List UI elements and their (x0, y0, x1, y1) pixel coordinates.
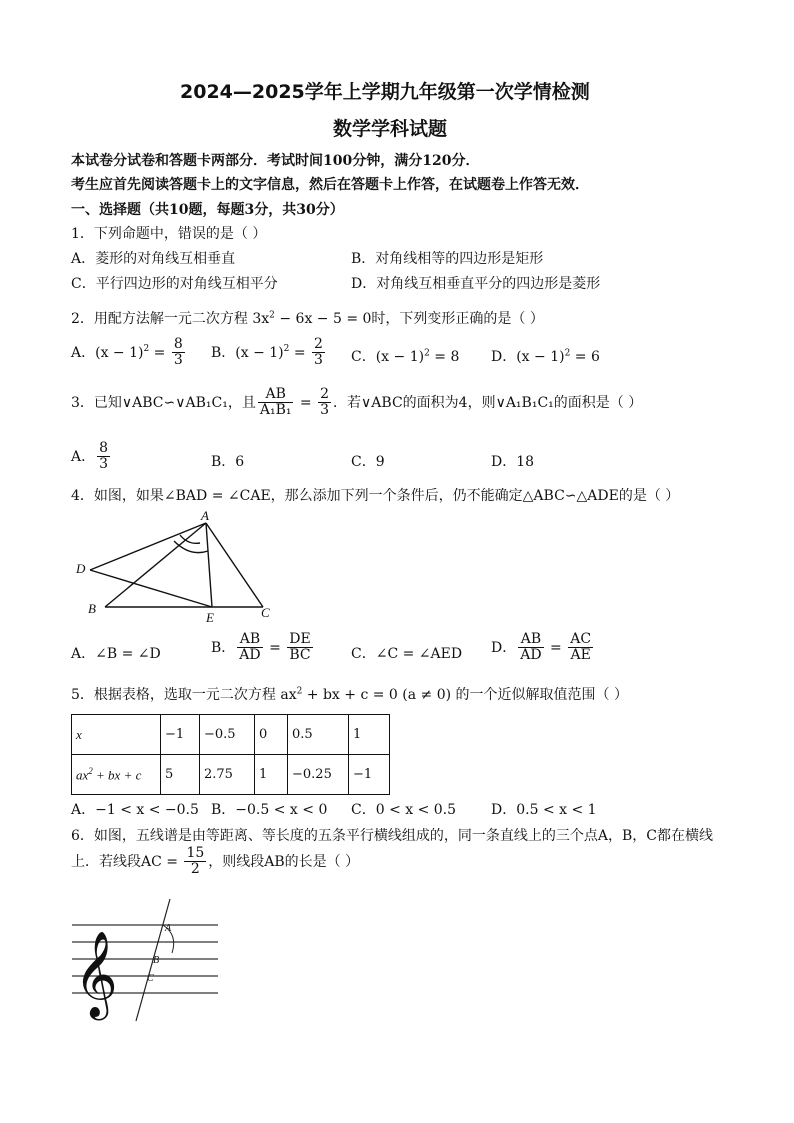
q5-stem: 5．根据表格，选取一元二次方程 $ax^2$ + bx + c = 0 (a ≠ 0) 的一个近似解取值范围（ ） (71, 686, 629, 703)
q3-option-d: D．18 (491, 454, 535, 470)
instruction-line-2: 考生应首先阅读答题卡上的文字信息，然后在答题卡上作答，在试题卷上作答无效． (71, 177, 589, 193)
segment-ae (206, 523, 212, 607)
q3-option-c: C．9 (351, 454, 385, 470)
segment-de (90, 570, 212, 607)
q5-value-table (71, 714, 390, 795)
table-cell: −0.5 (200, 715, 255, 755)
label-b: B (153, 955, 160, 966)
table-cell: x (72, 715, 161, 755)
q5-option-d: D．0.5 < x < 1 (491, 802, 597, 818)
label-e: E (206, 610, 214, 625)
label-a: A (165, 923, 172, 934)
q6-staff-figure (70, 895, 230, 1025)
table-cell: 0.5 (288, 715, 349, 755)
q1-option-b: B．对角线相等的四边形是矩形 (351, 251, 544, 267)
q4-option-d: D． $\frac{AB}{AD}$ = $\frac{AC}{AE}$ (491, 631, 592, 664)
q3-option-b: B．6 (211, 454, 245, 470)
q4-stem: 4．如图，如果∠BAD = ∠CAE，那么添加下列一个条件后，仍不能确定△ABC∽△ADE的是（ ） (71, 488, 680, 504)
segment-ab (105, 523, 206, 607)
table-row (72, 755, 390, 795)
q1-stem: 1．下列命题中，错误的是（ ） (71, 226, 267, 242)
table-row (72, 715, 390, 755)
q2-option-c: C．$(x - 1)^2 = 8$ (351, 348, 460, 365)
table-cell: 1 (255, 755, 288, 795)
exam-title: 2024—2025学年上学期九年级第一次学情检测 (180, 81, 590, 103)
q6-line-2: 上．若线段AC = $\frac{15}{2}$ ，则线段AB的长是（ ） (71, 845, 360, 878)
q3-stem: 3．已知∨ABC∽∨AB₁C₁，且 $\frac{AB}{\text{A₁B₁}}$ = $\frac{2}{3}$ ．若∨ABC的面积为4，则∨A₁B₁C₁的面积是（ ） (71, 386, 643, 419)
label-d: D (76, 561, 86, 576)
table-cell: 1 (349, 715, 390, 755)
q2-option-d: D．$(x - 1)^2 = 6$ (491, 348, 600, 365)
q1-option-c: C．平行四边形的对角线互相平分 (71, 276, 278, 292)
table-cell: 2.75 (200, 755, 255, 795)
table-cell: 0 (255, 715, 288, 755)
q3-option-a: A． $\frac{8}{3}$ (71, 440, 109, 473)
table-cell: $ax^2$ + bx + c (72, 755, 161, 795)
q5-option-b: B．−0.5 < x < 0 (211, 802, 328, 818)
label-c: C (147, 973, 154, 984)
q1-option-a: A．菱形的对角线互相垂直 (71, 251, 236, 267)
section-heading: 一、选择题（共10题，每题3分，共30分） (71, 202, 344, 218)
q4-option-b: B． $\frac{AB}{AD}$ = $\frac{DE}{BC}$ (211, 631, 311, 664)
exam-subtitle: 数学学科试题 (333, 118, 448, 140)
q4-option-c: C．∠C = ∠AED (351, 646, 463, 662)
label-c: C (261, 605, 270, 620)
q2-option-b: B．$(x - 1)^2$ = $\frac{2}{3}$ (211, 336, 323, 369)
segment-ad (90, 523, 206, 570)
q4-triangle-figure (70, 505, 290, 630)
q2-option-a: A．$(x - 1)^2$ = $\frac{8}{3}$ (71, 336, 183, 369)
segment-ac (206, 523, 263, 607)
q4-option-a: A．∠B = ∠D (71, 646, 161, 662)
q6-line-1: 6．如图，五线谱是由等距离、等长度的五条平行横线组成的，同一条直线上的三个点A，B，C都在横线 (71, 828, 714, 844)
treble-clef-icon: 𝄞 (74, 931, 118, 1017)
q5-option-a: A．−1 < x < −0.5 (71, 802, 199, 818)
table-cell: −0.25 (288, 755, 349, 795)
q5-option-c: C．0 < x < 0.5 (351, 802, 457, 818)
instruction-line-1: 本试卷分试卷和答题卡两部分．考试时间100分钟，满分120分． (71, 153, 480, 169)
table-cell: −1 (161, 715, 200, 755)
table-cell: 5 (161, 755, 200, 795)
label-a: A (201, 508, 209, 523)
label-b: B (88, 601, 96, 616)
q1-option-d: D．对角线互相垂直平分的四边形是菱形 (351, 276, 601, 292)
table-cell: −1 (349, 755, 390, 795)
q2-stem: 2．用配方法解一元二次方程 $3x^2 - 6x - 5 = 0$时，下列变形正确的是（ ） (71, 310, 544, 327)
